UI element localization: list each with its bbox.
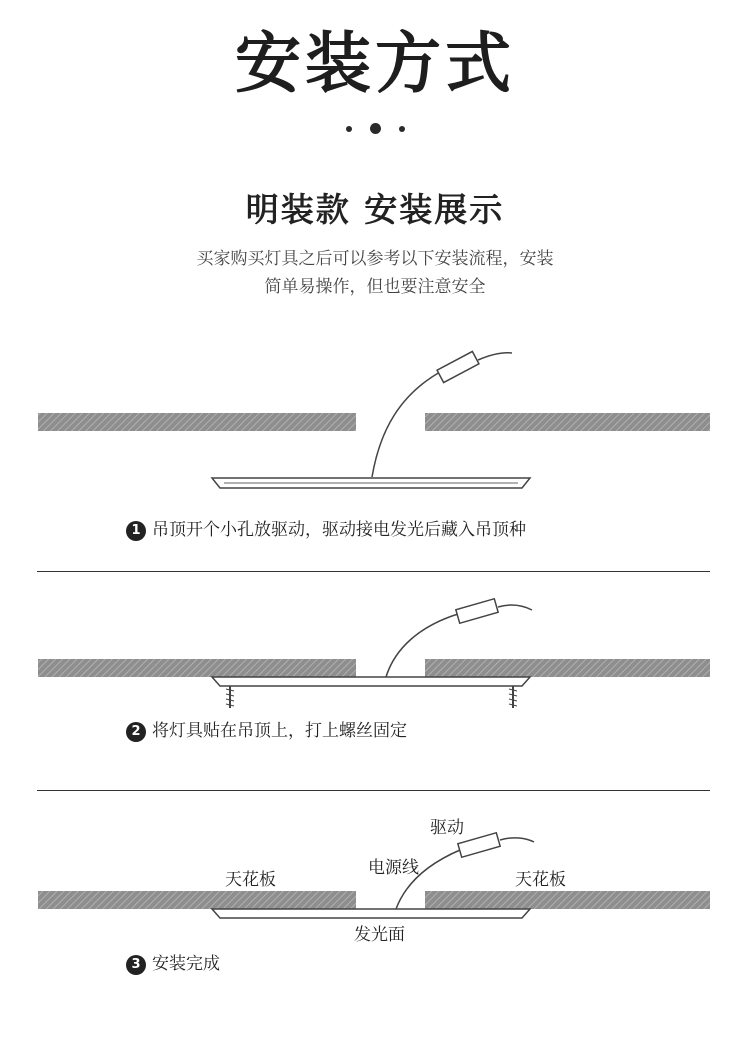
ceiling-left [38, 659, 356, 677]
ceiling-left [38, 891, 356, 909]
driver-box [437, 351, 479, 382]
driver-label: 驱动 [430, 818, 464, 838]
power-cord-out [478, 353, 512, 360]
power-cord-out [500, 838, 534, 842]
description-line-1: 买家购买灯具之后可以参考以下安装流程，安装 [196, 249, 554, 269]
step-number-badge: 2 [126, 722, 146, 742]
ceiling-label-left: 天花板 [225, 870, 276, 890]
step-text: 将灯具贴在吊顶上，打上螺丝固定 [152, 721, 407, 741]
divider [37, 571, 710, 572]
diagram-step-1 [0, 340, 750, 500]
divider [37, 790, 710, 791]
ceiling-right [425, 413, 710, 431]
power-cord-label: 电源线 [368, 858, 419, 878]
ceiling-label-right: 天花板 [515, 870, 566, 890]
section-subtitle: 明装款 安装展示 [245, 190, 505, 229]
screw-icon [226, 686, 234, 708]
dot-icon [346, 126, 352, 132]
power-cord-out [498, 605, 532, 610]
screw-icon [509, 686, 517, 708]
description-line-2: 简单易操作，但也要注意安全 [264, 277, 486, 297]
light-panel [212, 677, 530, 686]
step-number-badge: 3 [126, 955, 146, 975]
driver-box [456, 599, 498, 623]
step-3 [126, 951, 220, 977]
dot-icon [399, 126, 405, 132]
light-panel [212, 909, 530, 918]
step-1 [126, 517, 526, 543]
ceiling-right [425, 891, 710, 909]
step-number-badge: 1 [126, 521, 146, 541]
dot-icon [370, 123, 381, 134]
ceiling-right [425, 659, 710, 677]
diagram-step-2 [0, 590, 750, 720]
driver-box [458, 833, 500, 857]
light-surface-label: 发光面 [354, 925, 405, 945]
page-title: 安装方式 [235, 25, 515, 102]
step-text: 吊顶开个小孔放驱动，驱动接电发光后藏入吊顶种 [152, 520, 526, 540]
decorative-dots [0, 118, 750, 134]
step-text: 安装完成 [152, 954, 220, 974]
ceiling-left [38, 413, 356, 431]
step-2 [126, 718, 407, 744]
